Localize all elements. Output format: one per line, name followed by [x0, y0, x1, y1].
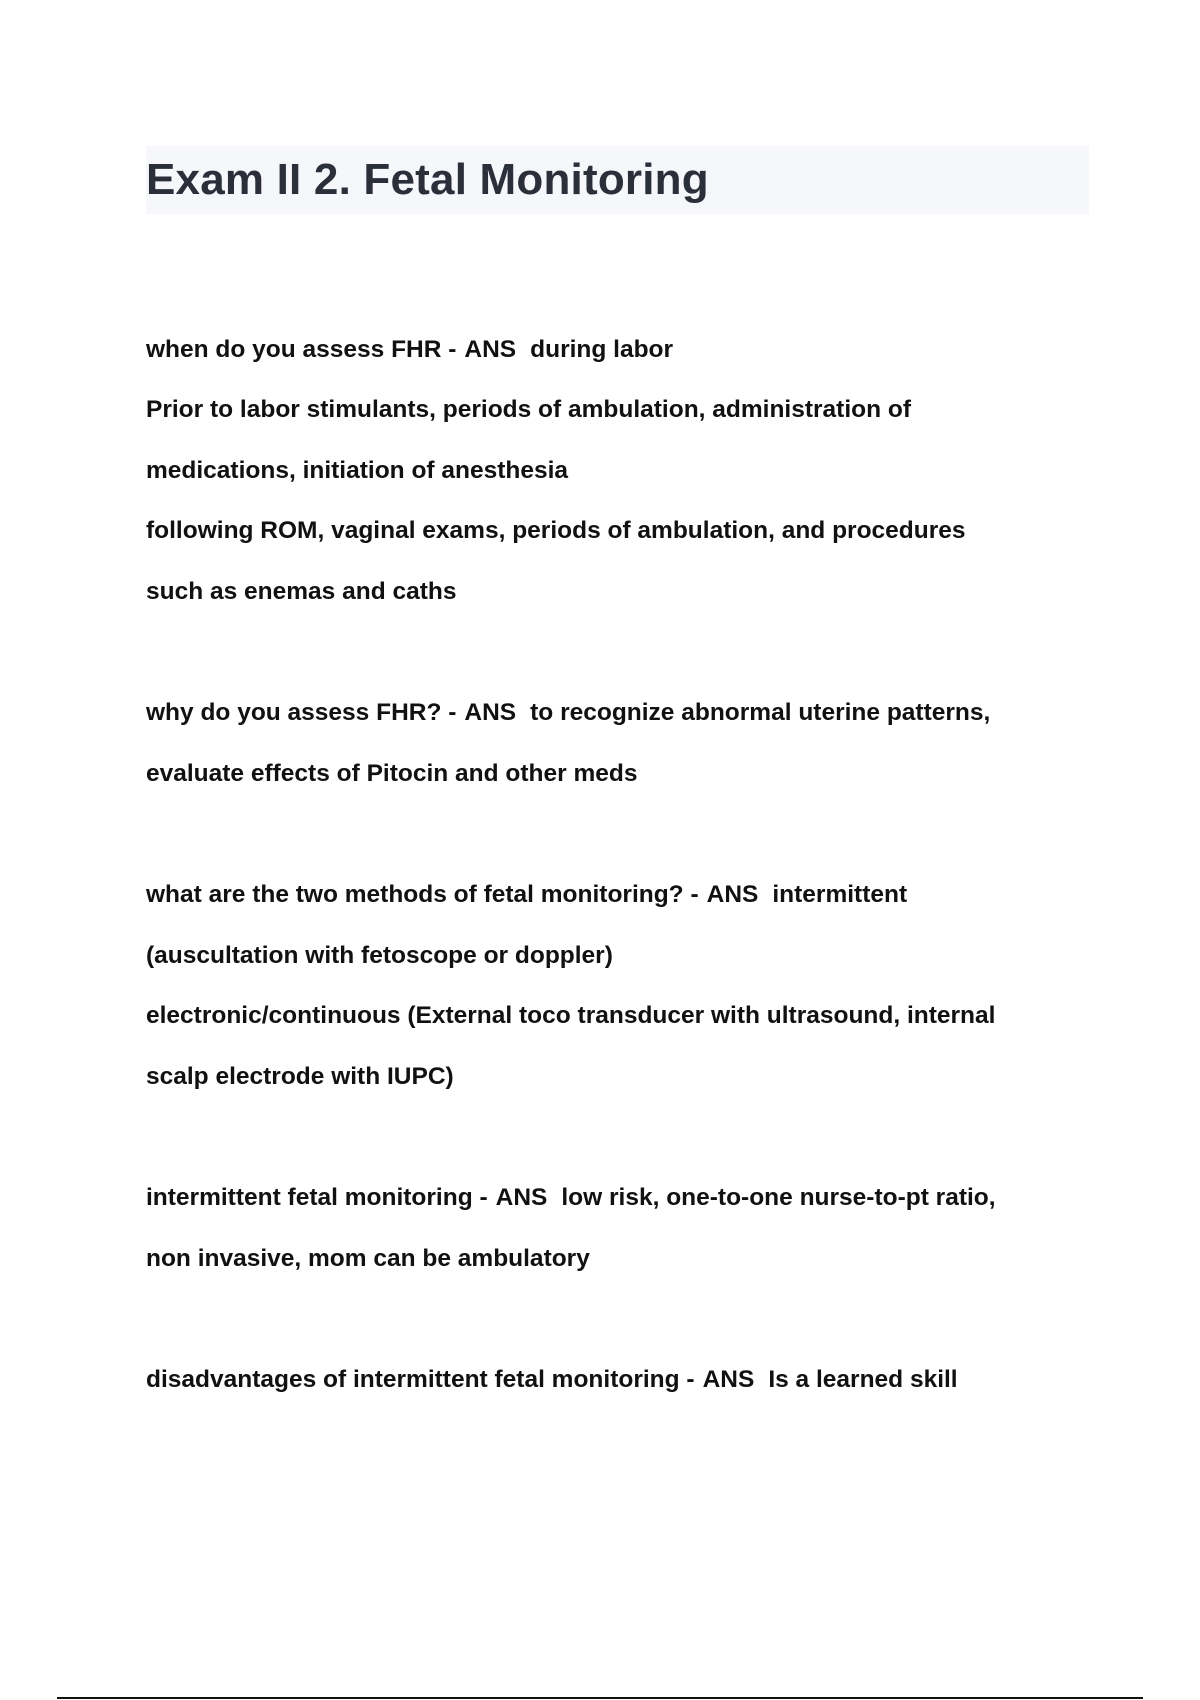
qa-first-line: [146, 324, 1106, 376]
answer-line: non invasive, mom can be ambulatory: [146, 1244, 590, 1272]
qa-item: [146, 1350, 1106, 1411]
answer-marker: ANS: [464, 336, 517, 363]
qa-list: [146, 324, 1106, 1472]
footer-divider: [57, 1697, 1143, 1699]
answer-line: scalp electrode with IUPC): [146, 1062, 454, 1090]
answer-line: (auscultation with fetoscope or doppler): [146, 941, 613, 969]
answer-text: intermittent: [772, 881, 908, 908]
answer-line: medications, initiation of anesthesia: [146, 456, 569, 484]
answer-text: low risk, one-to-one nurse-to-pt ratio,: [561, 1184, 996, 1211]
qa-item: [146, 324, 1106, 622]
qa-item: [146, 683, 1106, 804]
question-text: what are the two methods of fetal monitoring? -: [146, 881, 699, 908]
answer-marker: ANS: [464, 699, 517, 726]
question-text: disadvantages of intermittent fetal monitoring -: [146, 1366, 695, 1393]
answer-text: Is a learned skill: [768, 1366, 958, 1393]
answer-text: during labor: [530, 336, 674, 363]
answer-line: evaluate effects of Pitocin and other meds: [146, 759, 638, 787]
qa-first-line: [146, 1168, 1106, 1229]
answer-line: Prior to labor stimulants, periods of ambulation, administration of: [146, 396, 912, 423]
qa-item: [146, 865, 1106, 1107]
answer-line: such as enemas and caths: [146, 577, 457, 605]
answer-marker: ANS: [702, 1366, 755, 1393]
qa-first-line: [146, 865, 1106, 926]
question-text: why do you assess FHR? -: [146, 699, 457, 726]
answer-text: to recognize abnormal uterine patterns,: [530, 699, 991, 726]
title-banner: [146, 146, 1089, 214]
qa-first-line: [146, 683, 1106, 744]
qa-first-line: [146, 1350, 1106, 1411]
question-text: intermittent fetal monitoring -: [146, 1184, 488, 1211]
qa-item: [146, 1168, 1106, 1289]
question-text: when do you assess FHR -: [146, 336, 457, 363]
answer-marker: ANS: [495, 1184, 548, 1211]
answer-line: electronic/continuous (External toco transducer with ultrasound, internal: [146, 1002, 996, 1029]
answer-marker: ANS: [706, 881, 759, 908]
answer-line: following ROM, vaginal exams, periods of ambulation, and procedures: [146, 517, 966, 544]
page-title: Exam II 2. Fetal Monitoring: [146, 155, 709, 204]
